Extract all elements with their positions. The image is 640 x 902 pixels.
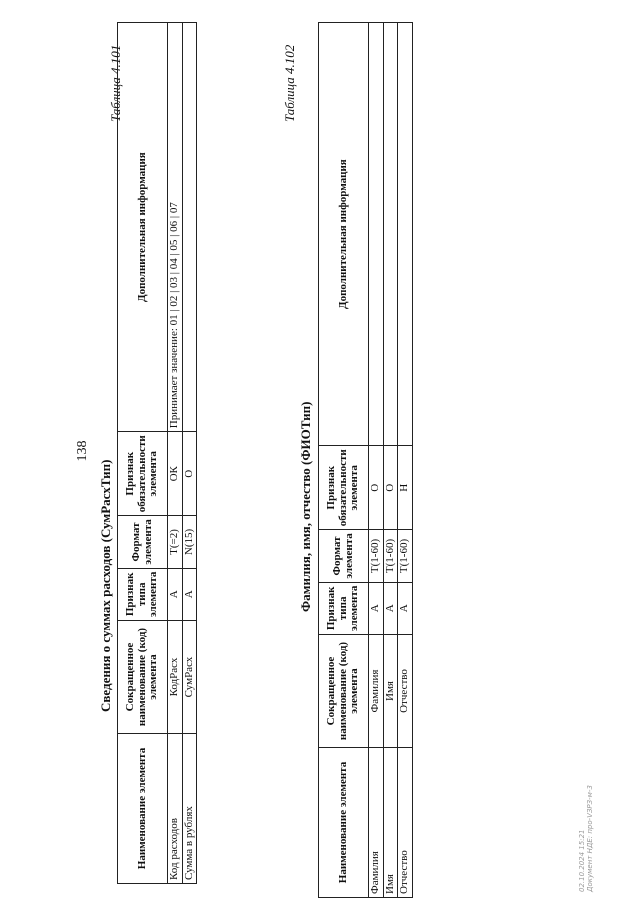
cell-code: КодРасх bbox=[168, 621, 183, 734]
column-header: Сокращенное наименование (код) элемента bbox=[118, 621, 168, 734]
cell-type: А bbox=[369, 582, 384, 634]
cell-info bbox=[369, 23, 384, 446]
table-row bbox=[369, 23, 384, 898]
cell-element-name: Сумма в рублях bbox=[182, 734, 197, 884]
column-header: Сокращенное наименование (код) элемента bbox=[319, 635, 369, 748]
table-4-101 bbox=[117, 22, 197, 884]
cell-required: Н bbox=[398, 446, 413, 530]
cell-format: N(15) bbox=[182, 516, 197, 568]
table-row bbox=[398, 23, 413, 898]
stamp-line: Документ НДЕ: про-VЗРЗ-м-3 bbox=[586, 785, 595, 892]
table-caption-4-102: Фамилия, имя, отчество (ФИОТип) bbox=[298, 401, 313, 612]
cell-required: О bbox=[182, 432, 197, 516]
column-header: Формат элемента bbox=[319, 530, 369, 582]
cell-code: Отчество bbox=[398, 635, 413, 748]
cell-info: Принимает значение: 01 | 02 | 03 | 04 | 05 | 06 | 07 bbox=[168, 23, 183, 432]
table-row bbox=[383, 23, 398, 898]
cell-type: А bbox=[398, 582, 413, 634]
column-header: Признак обязательности элемента bbox=[319, 446, 369, 530]
cell-info bbox=[383, 23, 398, 446]
column-header: Наименование элемента bbox=[319, 748, 369, 898]
cell-format: Т(=2) bbox=[168, 516, 183, 568]
cell-element-name: Имя bbox=[383, 748, 398, 898]
cell-required: О bbox=[369, 446, 384, 530]
column-header: Признак типа элемента bbox=[118, 568, 168, 620]
cell-element-name: Отчество bbox=[398, 748, 413, 898]
table-row bbox=[168, 23, 183, 884]
column-header: Дополнительная информация bbox=[118, 23, 168, 432]
cell-type: А bbox=[383, 582, 398, 634]
table-header-row bbox=[319, 23, 369, 898]
cell-code: Имя bbox=[383, 635, 398, 748]
cell-format: Т(1-60) bbox=[398, 530, 413, 582]
table-4-102 bbox=[318, 22, 413, 898]
column-header: Признак обязательности элемента bbox=[118, 432, 168, 516]
cell-info bbox=[398, 23, 413, 446]
table-label-4-102: Таблица 4.102 bbox=[282, 44, 297, 122]
table-caption-4-101: Сведения о суммах расходов (СумРасхТип) bbox=[98, 459, 113, 712]
column-header: Формат элемента bbox=[118, 516, 168, 568]
cell-type: А bbox=[168, 568, 183, 620]
column-header: Наименование элемента bbox=[118, 734, 168, 884]
cell-info bbox=[182, 23, 197, 432]
table-row bbox=[182, 23, 197, 884]
cell-element-name: Фамилия bbox=[369, 748, 384, 898]
column-header: Признак типа элемента bbox=[319, 582, 369, 634]
page-number: 138 bbox=[75, 440, 90, 462]
table-label-4-101: Таблица 4.101 bbox=[108, 44, 123, 122]
document-stamp bbox=[578, 785, 595, 892]
stamp-line: 02.10.2024 15:21 bbox=[578, 829, 586, 892]
column-header: Дополнительная информация bbox=[319, 23, 369, 446]
table-header-row bbox=[118, 23, 168, 884]
cell-format: Т(1-60) bbox=[383, 530, 398, 582]
cell-code: СумРасх bbox=[182, 621, 197, 734]
cell-code: Фамилия bbox=[369, 635, 384, 748]
cell-element-name: Код расходов bbox=[168, 734, 183, 884]
cell-type: А bbox=[182, 568, 197, 620]
cell-required: О bbox=[383, 446, 398, 530]
cell-required: ОК bbox=[168, 432, 183, 516]
cell-format: Т(1-60) bbox=[369, 530, 384, 582]
